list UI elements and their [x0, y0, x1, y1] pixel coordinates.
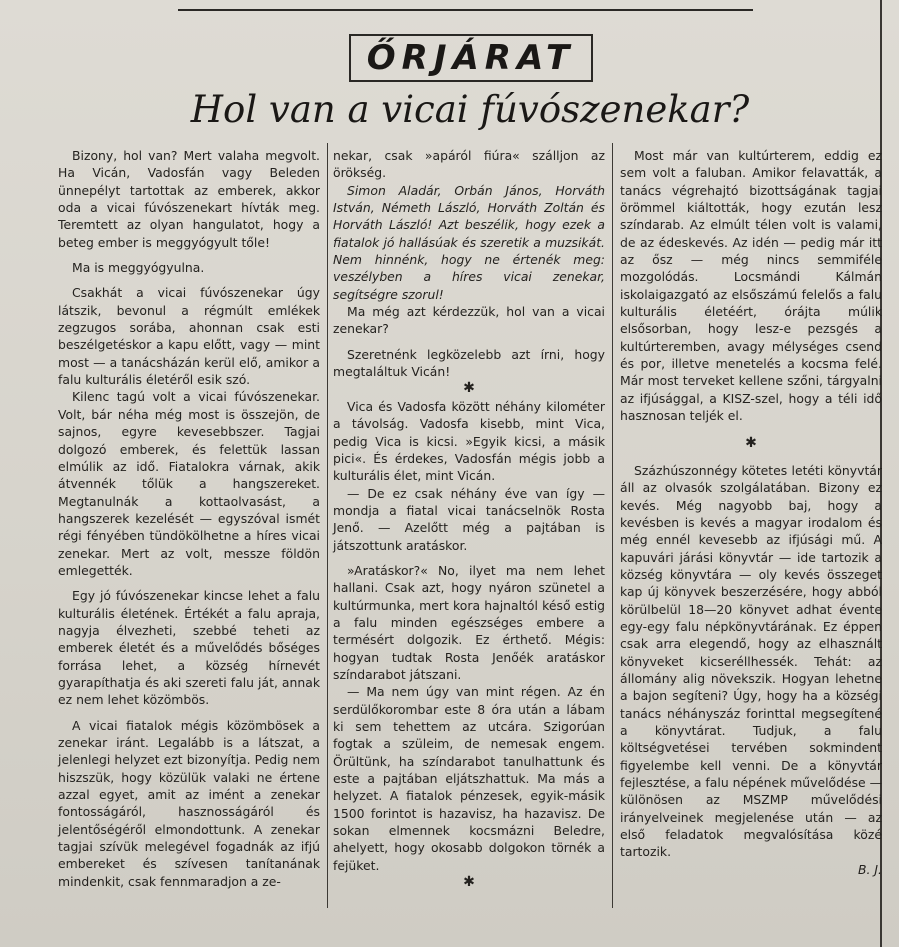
paragraph: Kilenc tagú volt a vicai fúvószenekar. Volt, bár néha még most is összejön, de sajnos, egyre kevesebbszer. Tagjai dolgozó emberek, és felettük lassan elmúlik az idő. Fiatalokra várnak, akik átvennék tőlük a hangszereket. Megtanulnák a kottaolvasást, a hangszerek kezelését — egyszóval ismét régi fényében tündökölhetne a híres vicai zenekar. Mert az volt, messze földön emlegették. — [58, 389, 320, 578]
column-rule — [612, 143, 613, 908]
paragraph: — Ma nem úgy van mint régen. Az én serdülőkorombar este 8 óra után a lábam ki sem tehettem az utcára. Szigorúan fogtak a szüleim, de nemesak engem. Örültünk, ha színdarabot tanulhattunk és este a pajtában eljátszhattuk. Ma más a helyzet. A fiatalok pénzesek, egyik-másik 1500 forintot is hazavisz, ha hazavisz. De sokan elmennek kocsmázni Beledre, ahelyett, hogy okosabb dolgokon törnék a fejüket. — [333, 684, 605, 873]
paragraph: Ma is meggyógyulna. — [72, 260, 205, 276]
paragraph: Vica és Vadosfa között néhány kilométer a távolság. Vadosfa kisebb, mint Vica, pedig Vica is kicsi. »Egyik kicsi, a másik pici«. És érdekes, Vadosfán mégis jobb a kulturális élet, mint Vicán. — [333, 398, 605, 484]
paragraph: Csakhát a vicai fúvószenekar úgy látszik, bevonul a régmúlt emlékek zegzugos sorába, ahonnan csak esti beszélgetéskor a kapu előtt, vagy — mint most — a tanácsházán kerül elő, amikor a falu kulturális életéről esik szó. — [58, 285, 320, 388]
column-2 — [333, 147, 605, 891]
article-headline: Hol van a vicai fúvószenekar? — [190, 88, 750, 131]
section-separator: ✱ — [463, 874, 475, 891]
paragraph: nekar, csak »apáról fiúra« szálljon az örökség. — [333, 148, 605, 181]
paragraph: Ma még azt kérdezzük, hol van a vicai zenekar? — [333, 304, 605, 337]
rubric-box — [349, 34, 593, 82]
paragraph: Százhúszonnégy kötetes letéti könyvtár áll az olvasók szolgálatában. Bizony ez kevés. Még nagyobb baj, hogy a kevésben is kevés a magyar irodalom és még ennél kevesebb az ifjúsági mű. A kapuvári járási könyvtár — ide tartozik a község könyvtára — oly kevés összeget kap új könyvek beszerzésére, hogy abból körülbelül 18—20 könyvet adhat évente egy-egy falu népkönyvtárának. Ez éppen csak arra elegendő, hogy az elhasznált könyveket kicseréllhessék. Tehát: az állomány alig növekszik. Hogyan lehetne a bajon segíteni? Úgy, hogy ha a községi tanács néhányszáz forinttal megsegítené a könyvtárat. Tudjuk, a falu költségvetései tervében sokmindent figyelembe kell venni. De a könyvtár fejlesztése, a falu népének művelődése — különösen az MSZMP művelődési irányelveinek megjelenése után — az első feladatok megvalósítása közé tartozik. — [620, 462, 882, 860]
column-3 — [620, 147, 882, 878]
section-separator: ✱ — [463, 380, 475, 397]
top-rule — [178, 9, 753, 11]
paragraph: Simon Aladár, Orbán János, Horváth István, Németh László, Horváth Zoltán és Horváth László! Azt beszélik, hogy ezek a fiatalok jó hallásúak és szeretik a muzsikát. Nem hinnénk, hogy ne értenék meg: veszélyben a híres vicai zenekar, segítségre szorul! — [333, 182, 605, 302]
rubric-title: ŐRJÁRAT — [366, 38, 576, 78]
paragraph: Szeretnénk legközelebb azt írni, hogy megtaláltuk Vicán! — [333, 346, 605, 380]
paragraph: »Aratáskor?« No, ilyet ma nem lehet hallani. Csak azt, hogy nyáron szünetel a kultúrmunka, mert kora hajnaltól késő estig a falu minden egészséges embere a termésért dolgozik. Ez érthető. Mégis: hogyan tudtak Rosta Jenőék aratáskor színdarabot játszani. — [333, 562, 605, 682]
paragraph: — De ez csak néhány éve van így — mondja a fiatal vicai tanácselnök Rosta Jenő. — Azelőtt még a pajtában is játszottunk aratáskor. — [333, 485, 605, 553]
paragraph: Bizony, hol van? Mert valaha megvolt. Ha Vicán, Vadosfán vagy Beleden ünnepélyt tartottak az emberek, akkor oda a vicai fúvószenekart hívták meg. Teremtett az olyan hangulatot, hogy a beteg ember is meggyógyult tőle! — [58, 148, 320, 250]
column-rule — [327, 143, 328, 908]
author-signature: B. J. — [858, 861, 882, 877]
paragraph: Egy jó fúvószenekar kincse lehet a falu kulturális életének. Értékét a falu apraja, nagyja élvezheti, szebbé teheti az emberek életét és a művelődés bőséges forrása lehet, a község hírnevét gyarapíthatja és aki szereti falu ját, annak ez nem lehet közömbös. — [58, 588, 320, 708]
column-1 — [58, 147, 320, 890]
paragraph: A vicai fiatalok mégis közömbösek a zenekar iránt. Legalább is a látszat, a jelenlegi helyzet ezt bizonyítja. Pedig nem hiszszük, hogy közülük valaki ne értene azzal egyet, amit az imént a zenekar fontosságáról, hasznosságáról és jelentőségéről elmondottunk. A zenekar tagjai szívük melegével fogadnák az ifjú embereket és szívesen tanítanának mindenkit, csak fennmaradjon a ze- — [58, 717, 320, 889]
section-separator: ✱ — [745, 434, 757, 451]
paragraph: Most már van kultúrterem, eddig ez sem volt a faluban. Amikor felavatták, a tanács végrehajtó bizottságának tagjai örömmel kiáltották, hogy ezután lesz színdarab. Az elmúlt télen volt is valami, de az édeskevés. Az idén — pedig már itt az ősz — még nincs semmiféle mozgolódás. Locsmándi Kálmán iskolaigazgató az elsőszámú felelős a falu kulturális életéért, órájta múlik elsősorban, hogy lesz-e pezsgés a kultúrteremben, avagy mélységes csend és por, illetve menetelés a kocsma felé. Már most terveket kellene szőni, tárgyalni az ifjúsággal, a KISZ-szel, hogy a téli idő hasznosan teljék el. — [620, 148, 882, 424]
